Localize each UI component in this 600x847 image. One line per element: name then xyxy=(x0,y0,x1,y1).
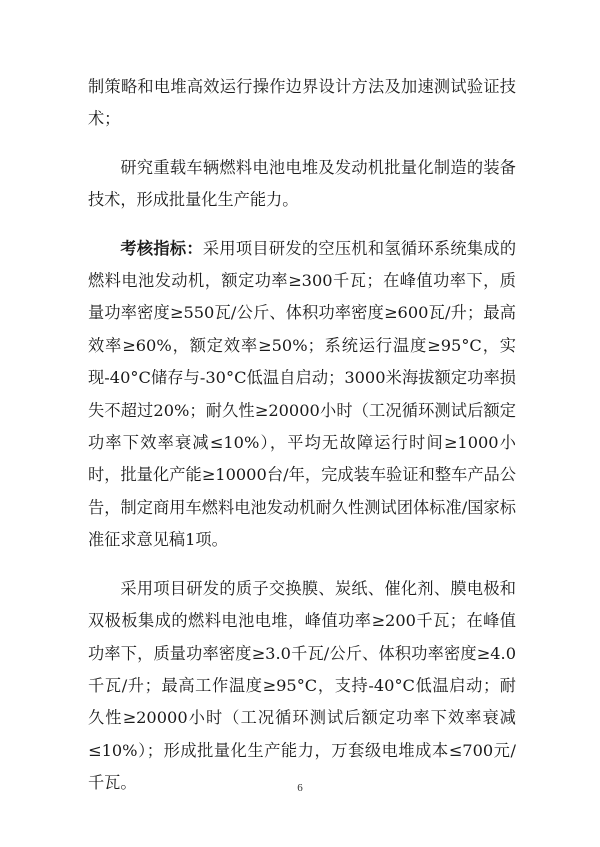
paragraph-text: 采用项目研发的质子交换膜、炭纸、催化剂、膜电极和双极板集成的燃料电池电堆，峰值功率≥200千瓦；在峰值功率下，质量功率密度≥3.0千瓦/公斤、体积功率密度≥4.0千瓦/升；最高工作温度≥95°C，支持-40°C低温启动；耐久性≥20000小时（工况循环测试后额定功率下效率衰减≤10%）；形成批量化生产能力，万套级电堆成本≤700元/千瓦。 xyxy=(88,578,516,793)
paragraph-text: 研究重载车辆燃料电池电堆及发动机批量化制造的装备技术，形成批量化生产能力。 xyxy=(88,157,516,210)
paragraph-manufacturing xyxy=(88,152,516,217)
paragraph-text: 采用项目研发的空压机和氢循环系统集成的燃料电池发动机，额定功率≥300千瓦；在峰值功率下，质量功率密度≥550瓦/公斤、体积功率密度≥600瓦/升；最高效率≥60%，额定效率≥50%；系统运行温度≥95°C，实现-40°C储存与-30°C低温自启动；3000米海拔额定功率损失不超过20%；耐久性≥20000小时（工况循环测试后额定功率下效率衰减≤10%），平均无故障运行时间≥1000小时，批量化产能≥10000台/年，完成装车验证和整车产品公告，制定商用车燃料电池发动机耐久性测试团体标准/国家标准征求意见稿1项。 xyxy=(88,238,516,550)
paragraph-text: 制策略和电堆高效运行操作边界设计方法及加速测试验证技术； xyxy=(88,77,516,129)
paragraph-stack-indicators xyxy=(88,573,516,800)
assessment-label: 考核指标： xyxy=(120,238,203,258)
document-body xyxy=(88,71,516,800)
paragraph-assessment-indicators xyxy=(88,233,516,557)
page-number: 6 xyxy=(297,782,303,794)
paragraph-continued xyxy=(88,71,516,136)
